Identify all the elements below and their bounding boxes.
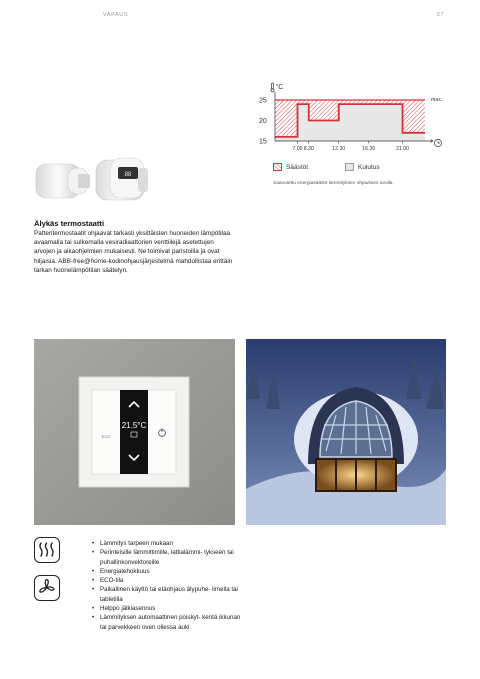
radiator-thermostat-image: [34, 150, 154, 210]
legend-consumption-label: Kulutus: [358, 163, 380, 171]
list-item: • Helppo jälkiasennus: [92, 604, 242, 613]
savings-swatch: [273, 163, 282, 171]
x-tick-label: 8.30: [303, 146, 314, 152]
x-tick-label: 12.30: [332, 146, 346, 152]
savings-area: [403, 100, 426, 133]
legend-savings: [273, 163, 308, 171]
panel-eco-label: ECO: [101, 434, 111, 439]
list-item: • Paikallinen käyttö tai etäohjaus älypuhe- limella tai tabletilla: [92, 585, 242, 604]
y-tick-label: 20: [259, 117, 267, 125]
list-item: • ECO-tila: [92, 576, 242, 585]
y-axis-label: °C: [275, 84, 284, 91]
fan-icon: [34, 575, 60, 601]
thermostat-description: Patteritermostaatit ohjaavat tarkasti yksittäisten huoneiden lämpötilaa avaamalla tai sulkemalla vesiradiaattorien venttiilejä asetettujen arvojen ja aikaohjelmien mukaisesti. Ne toimivat paristoilla ja ovat hiljaisia. ABB-free@home-kodinohjausjärjestelmä mahdollistaa erittäin tarkan huonelämpötilan säätelyn.: [34, 230, 233, 274]
y-tick-label: 15: [259, 138, 267, 146]
list-item: • Lämmityksen automaattinen poiskyt- kentä ikkunan tai parvekkeen oven ollessa auki: [92, 613, 242, 632]
legend-savings-label: Säästöt: [286, 163, 309, 171]
list-item: • Perinteisille lämmittimille, lattialämmi- tykseen tai puhallinkonvektoreille: [92, 548, 242, 567]
list-item: • Lämmitys tarpeen mukaan: [92, 539, 242, 548]
wall-panel-photo: [34, 339, 235, 525]
page-number: 37: [436, 12, 444, 18]
header-brand: VAPAUS: [103, 12, 129, 18]
savings-area: [275, 100, 298, 137]
consumption-swatch: [345, 163, 354, 171]
legend-consumption: [345, 163, 380, 171]
x-tick-label: 7.00: [292, 146, 303, 152]
list-item: • Energiatehokkuus: [92, 567, 242, 576]
glass-igloo-photo: [246, 339, 446, 525]
x-tick-label: 16.30: [362, 146, 376, 152]
feature-list: [92, 539, 242, 632]
svg-text:88: 88: [124, 172, 132, 178]
heat-waves-icon: [34, 537, 60, 563]
chart-note: Saavutettu energiasäästö lämmityksen ohjauksen avulla.: [273, 181, 394, 186]
y-tick-label: 25: [259, 97, 267, 105]
temperature-chart: [255, 82, 450, 164]
savings-area: [309, 100, 339, 121]
x-tick-label: 21.00: [396, 146, 409, 152]
clock-icon: [434, 139, 441, 146]
max-label: max.: [431, 97, 443, 103]
thermostat-title: Älykäs termostaatti: [34, 219, 105, 228]
panel-temperature: 21.5°C: [121, 421, 147, 430]
thermometer-icon: [271, 83, 274, 92]
